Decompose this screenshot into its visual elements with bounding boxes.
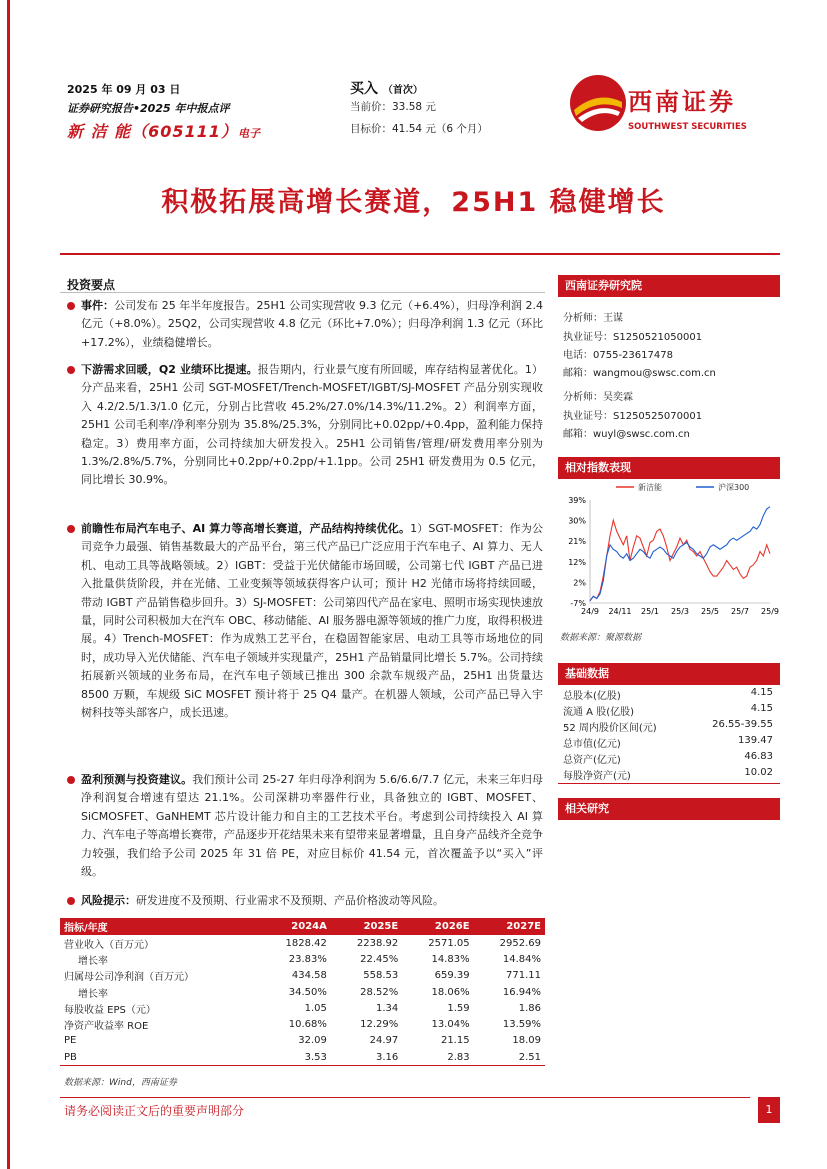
basics-key: 总资产(亿元) bbox=[563, 755, 621, 766]
institute-header: 西南证券研究院 bbox=[558, 275, 780, 297]
logo-cn: 西南证券 bbox=[628, 87, 736, 116]
report-date: 2025 年 09 月 03 日 bbox=[67, 83, 181, 96]
table-row bbox=[60, 1049, 545, 1066]
basics-value: 46.83 bbox=[744, 751, 773, 762]
footer-divider bbox=[60, 1097, 750, 1098]
bullet-forecast bbox=[67, 771, 543, 881]
financial-forecast-table bbox=[60, 918, 545, 1066]
table-cell: 21.15 bbox=[440, 1035, 470, 1047]
company-logo-icon bbox=[568, 72, 628, 134]
basics-row bbox=[563, 767, 773, 782]
bullet-layout bbox=[67, 520, 543, 722]
row-label: PB bbox=[60, 1049, 260, 1066]
table-header: 2025E bbox=[331, 918, 402, 935]
section-heading: 投资要点 bbox=[67, 278, 116, 292]
basics-row bbox=[563, 687, 773, 702]
table-header: 2026E bbox=[402, 918, 473, 935]
table-cell: 13.04% bbox=[431, 1019, 470, 1031]
table-cell: 1.59 bbox=[447, 1002, 470, 1014]
basics-value: 26.55-39.55 bbox=[712, 719, 773, 730]
table-cell: 2238.92 bbox=[356, 937, 399, 949]
basics-value: 10.02 bbox=[744, 767, 773, 778]
basics-title: 基础数据 bbox=[558, 663, 780, 685]
basics-key: 流通 A 股(亿股) bbox=[563, 707, 635, 718]
analyst1-email[interactable]: 邮箱：wangmou@swsc.com.cn bbox=[563, 368, 716, 379]
x-tick-label: 24/11 bbox=[608, 607, 632, 616]
x-tick-label: 24/9 bbox=[581, 607, 599, 616]
basics-divider bbox=[558, 783, 780, 784]
sector-label: 电子 bbox=[237, 127, 260, 140]
rating-label: 买入 bbox=[350, 81, 378, 97]
page-number: 1 bbox=[758, 1097, 780, 1123]
bullet-risk bbox=[67, 892, 543, 910]
logo-en: SOUTHWEST SECURITIES bbox=[628, 122, 747, 132]
bullet-text: 公司发布 25 年半年度报告。25H1 公司实现营收 9.3 亿元（+6.4%），归母净利润 2.4 亿元（+8.0%）。25Q2，公司实现营收 4.8 亿元（环比+7.0%）；归母净利润 1.3 亿元（环比+17.2%），业绩稳健增长。 bbox=[81, 299, 543, 349]
table-header: 2024A bbox=[260, 918, 331, 935]
bullet-dot-icon bbox=[67, 302, 75, 310]
table-cell: 16.94% bbox=[502, 986, 541, 998]
x-tick-label: 25/9 bbox=[761, 607, 779, 616]
analyst2-name: 分析师：吴奕霖 bbox=[563, 392, 633, 403]
table-cell: 1.05 bbox=[304, 1002, 327, 1014]
analyst1-phone: 电话：0755-23617478 bbox=[563, 350, 673, 361]
bullet-lead: 事件： bbox=[81, 299, 115, 312]
y-tick-label: 30% bbox=[568, 516, 586, 526]
bullet-lead: 下游需求回暖，Q2 业绩环比提速。 bbox=[81, 363, 258, 376]
table-row bbox=[60, 1016, 545, 1032]
table-cell: 14.84% bbox=[502, 953, 541, 965]
legend-label: 新洁能 bbox=[638, 483, 662, 492]
table-cell: 771.11 bbox=[506, 970, 541, 982]
table-cell: 1.86 bbox=[518, 1002, 541, 1014]
table-row bbox=[60, 951, 545, 967]
table-cell: 1.34 bbox=[375, 1002, 399, 1014]
table-cell: 23.83% bbox=[288, 953, 327, 965]
table-cell: 10.68% bbox=[288, 1019, 327, 1031]
y-tick-label: 39% bbox=[568, 496, 586, 505]
table-cell: 28.52% bbox=[360, 986, 399, 998]
relative-index-chart bbox=[556, 478, 780, 626]
bullet-dot-icon bbox=[67, 366, 75, 374]
row-label: 营业收入（百万元） bbox=[64, 939, 154, 951]
report-type: 证券研究报告•2025 年中报点评 bbox=[67, 102, 230, 115]
table-cell: 3.53 bbox=[260, 1049, 331, 1066]
table-row bbox=[60, 968, 545, 984]
table-cell: 14.83% bbox=[431, 953, 470, 965]
basics-key: 每股净资产(元) bbox=[563, 771, 631, 782]
footer-disclaimer: 请务必阅读正文后的重要声明部分 bbox=[64, 1104, 245, 1118]
table-cell: 34.50% bbox=[288, 986, 327, 998]
analyst1-cert: 执业证号：S1250521050001 bbox=[563, 332, 703, 343]
table-cell: 13.59% bbox=[502, 1019, 541, 1031]
bullet-text: 我们预计公司 25-27 年归母净利润为 5.6/6.6/7.7 亿元，未来三年归母净利润复合增速有望达 21.1%。公司深耕功率器件行业，具备独立的 IGBT、MOSFET、SiCMOSFET、GaNHEMT 芯片设计能力和自主的工艺技术平台。考虑到公司持续投入 AI 算力、汽车电子等高增长赛带，产品逐步开花结果未来有望带来显著增量，且自身产品线齐全竞争力较强，我们给予公司 2025 年 31 倍 PE，对应目标价 41.54 元，首次覆盖予以“买入”评级。 bbox=[81, 773, 543, 879]
basics-value: 4.15 bbox=[750, 703, 773, 714]
table-cell: 2952.69 bbox=[499, 937, 541, 949]
bullet-dot-icon bbox=[67, 897, 75, 905]
analyst2-cert: 执业证号：S1250525070001 bbox=[563, 411, 703, 422]
basics-row bbox=[563, 735, 773, 750]
table-cell: 1828.42 bbox=[285, 937, 327, 949]
table-row bbox=[60, 1033, 545, 1049]
bullet-lead: 风险提示： bbox=[81, 894, 136, 907]
table-cell: 659.39 bbox=[434, 970, 470, 982]
row-label: 增长率 bbox=[78, 988, 108, 1000]
series-line-company bbox=[590, 520, 770, 601]
basics-row bbox=[563, 751, 773, 766]
analyst2-email[interactable]: 邮箱：wuyl@swsc.com.cn bbox=[563, 429, 690, 440]
table-cell: 24.97 bbox=[369, 1035, 399, 1047]
chart-title: 相对指数表现 bbox=[558, 457, 780, 479]
basics-key: 总股本(亿股) bbox=[563, 691, 621, 702]
bullet-lead: 盈利预测与投资建议。 bbox=[81, 773, 193, 786]
left-accent-bar bbox=[7, 0, 10, 1169]
table-cell: 12.29% bbox=[360, 1019, 399, 1031]
y-tick-label: -7% bbox=[570, 599, 586, 608]
report-title: 积极拓展高增长赛道，25H1 稳健增长 bbox=[161, 187, 666, 218]
basics-row bbox=[563, 719, 773, 734]
related-title: 相关研究 bbox=[558, 798, 780, 820]
y-tick-label: 12% bbox=[568, 557, 586, 567]
x-tick-label: 25/3 bbox=[671, 607, 689, 616]
table-source: 数据来源：Wind，西南证券 bbox=[64, 1078, 177, 1088]
bullet-text: 1）SGT-MOSFET：作为公司竞争力最强、销售基数最大的产品平台，第三代产品已广泛应用于汽车电子、AI 算力、无人机、电动工具等战略领域。2）IGBT：受益于光伏储能市场回暖，公司第七代 IGBT 产品已进入批量供货阶段，并在光储、工业变频等领域获得客户认可；预计 H2 光储市场将持续回暖，带动 IGBT 产品销售稳步回升。3）SJ-MOSFET：公司第四代产品在家电、照明市场实现快速放量，同时公司积极加大在汽车 OBC、移动储能、AI 服务器电源等领域的推广力度，取得积极进展。4）Trench-MOSFET：作为成熟工艺平台，在稳固智能家居、电动工具等市场地位的同时，成功导入光伏储能、汽车电子领域并实现量产，25H1 产品销量同比增长 5.7%。公司持续拓展新兴领域的业务布局，在汽车电子领域已推出 300 余款车规级产品，25H1 出货量达 8500 万颗，车规级 SiC MOSFET 预计将于 25 Q4 量产。在机器人领域，公司产品已导入宇树科技等头部客户，成长迅速。 bbox=[81, 522, 543, 720]
table-row bbox=[60, 984, 545, 1000]
table-cell: 434.58 bbox=[291, 970, 327, 982]
table-cell: 32.09 bbox=[298, 1035, 327, 1047]
table-cell: 558.53 bbox=[363, 970, 399, 982]
chart-source: 数据来源：聚源数据 bbox=[560, 633, 642, 643]
table-cell: 2.51 bbox=[474, 1049, 545, 1066]
table-header-row bbox=[60, 918, 545, 935]
basics-value: 4.15 bbox=[750, 687, 773, 698]
x-tick-label: 25/7 bbox=[731, 607, 749, 616]
table-cell: 18.06% bbox=[431, 986, 470, 998]
basics-row bbox=[563, 703, 773, 718]
x-tick-label: 25/1 bbox=[641, 607, 659, 616]
row-label: 净资产收益率 ROE bbox=[64, 1021, 149, 1033]
table-header: 指标/年度 bbox=[60, 918, 260, 935]
table-cell: 18.09 bbox=[512, 1035, 541, 1047]
table-cell: 3.16 bbox=[331, 1049, 402, 1066]
table-row bbox=[60, 1000, 545, 1016]
analyst1-name: 分析师：王谋 bbox=[563, 313, 623, 324]
row-label: PE bbox=[64, 1035, 77, 1047]
basics-value: 139.47 bbox=[738, 735, 773, 746]
bullet-text: 报告期内，行业景气度有所回暖，库存结构显著优化。1）分产品来看，25H1 公司 SGT-MOSFET/Trench-MOSFET/IGBT/SJ-MOSFET 产品分别实现收入 4.2/2.5/1.3/1.0 亿元，分别占比营收 45.2%/27.0%/14.3%/11.2%。2）利润率方面，25H1 公司毛利率/净利率分别为 35.8%/25.3%，分别同比+0.02pp/+0.4pp，盈利能力保持稳定。3）费用率方面，公司持续加大研发投入。25H1 公司销售/管理/研发费用率分别为 1.3%/2.8%/5.7%，分别同比+0.2pp/+0.2pp/+1.1pp。公司 25H1 研发费用为 0.5 亿元，同比增长 30.9%。 bbox=[81, 363, 544, 487]
title-divider bbox=[60, 253, 780, 255]
rating bbox=[350, 78, 423, 98]
bullet-dot-icon bbox=[67, 776, 75, 784]
row-label: 归属母公司净利润（百万元） bbox=[64, 972, 194, 984]
row-label: 增长率 bbox=[78, 955, 108, 967]
current-price: 当前价：33.58 元 bbox=[350, 101, 436, 113]
table-cell: 2571.05 bbox=[428, 937, 470, 949]
basics-key: 52 周内股价区间(元) bbox=[563, 723, 657, 734]
table-header: 2027E bbox=[474, 918, 545, 935]
company-name bbox=[67, 119, 260, 142]
bullet-demand bbox=[67, 361, 543, 490]
x-tick-label: 25/5 bbox=[701, 607, 719, 616]
target-price: 目标价：41.54 元（6 个月） bbox=[350, 123, 488, 135]
bullet-event bbox=[67, 297, 543, 352]
rating-note: （首次） bbox=[382, 85, 423, 96]
basics-key: 总市值(亿元) bbox=[563, 739, 621, 750]
table-cell: 2.83 bbox=[402, 1049, 473, 1066]
y-tick-label: 2% bbox=[573, 578, 586, 588]
company-label: 新 洁 能（605111） bbox=[67, 122, 238, 141]
bullet-dot-icon bbox=[67, 525, 75, 533]
y-tick-label: 21% bbox=[568, 537, 586, 547]
legend-label: 沪深300 bbox=[718, 483, 750, 492]
series-line-index bbox=[590, 507, 770, 601]
row-label: 每股收益 EPS（元） bbox=[64, 1004, 156, 1016]
bullet-text: 研发进度不及预期、行业需求不及预期、产品价格波动等风险。 bbox=[136, 894, 444, 907]
section-divider bbox=[60, 292, 545, 293]
table-row bbox=[60, 935, 545, 951]
table-cell: 22.45% bbox=[360, 953, 399, 965]
bullet-lead: 前瞻性布局汽车电子、AI 算力等高增长赛道，产品结构持续优化。 bbox=[81, 522, 411, 535]
